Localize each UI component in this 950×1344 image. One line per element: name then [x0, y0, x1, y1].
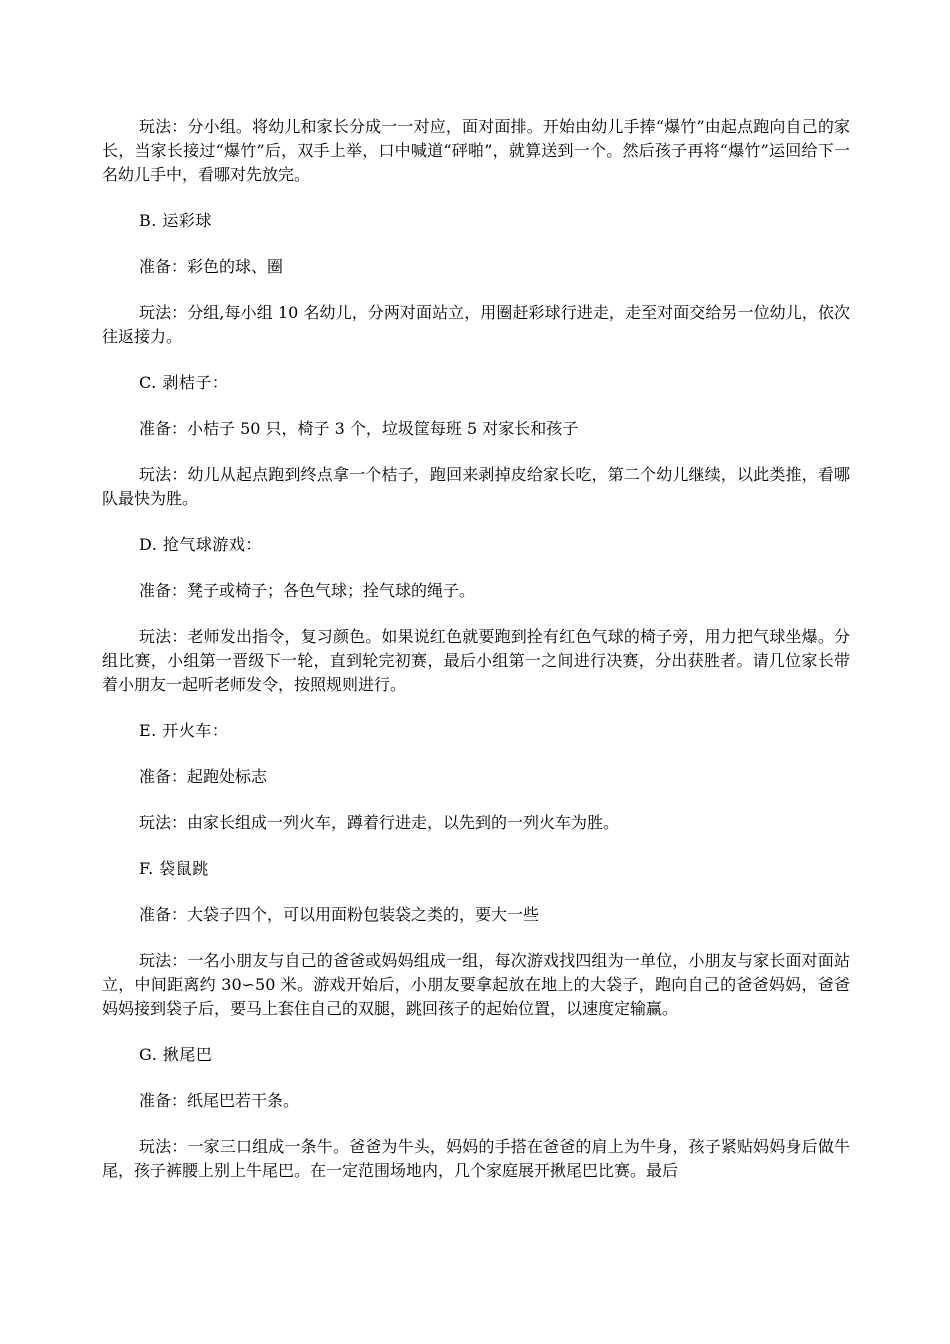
paragraph-kangaroo-jump-rules: 玩法：一名小朋友与自己的爸爸或妈妈组成一组，每次游戏找四组为一单位，小朋友与家长面对面站立，中间距离约 30∽50 米。游戏开始后，小朋友要拿起放在地上的大袋子，跑向自己的爸爸妈妈，爸爸妈妈接到袋子后，要马上套住自己的双腿，跳回孩子的起始位置，以速度定输赢。 — [102, 951, 850, 1018]
heading-tail-grab: G. 揪尾巴 — [139, 1045, 213, 1064]
paragraph-firecracker-rules: 玩法：分小组。将幼儿和家长分成一一对应，面对面排。开始由幼儿手捧“爆竹”由起点跑向自己的家长，当家长接过“爆竹”后，双手上举，口中喊道“砰啪”，就算送到一个。然后孩子再将“爆竹”运回给下一名幼儿手中，看哪对先放完。 — [102, 117, 850, 184]
paragraph-balloon-game-rules: 玩法：老师发出指令，复习颜色。如果说红色就要跑到拴有红色气球的椅子旁，用力把气球坐爆。分组比赛，小组第一晋级下一轮，直到轮完初赛，最后小组第一之间进行决赛，分出获胜者。请几位家长带着小朋友一起听老师发令，按照规则进行。 — [102, 627, 850, 694]
paragraph-balloon-game-prep: 准备：凳子或椅子；各色气球；拴气球的绳子。 — [139, 581, 476, 600]
paragraph-tail-grab-prep: 准备：纸尾巴若干条。 — [139, 1091, 300, 1110]
paragraph-peel-orange-rules: 玩法：幼儿从起点跑到终点拿一个桔子，跑回来剥掉皮给家长吃，第二个幼儿继续，以此类推，看哪队最快为胜。 — [102, 465, 850, 508]
paragraph-kangaroo-jump-prep: 准备：大袋子四个，可以用面粉包装袋之类的，要大一些 — [139, 905, 540, 924]
paragraph-ball-relay-prep: 准备：彩色的球、圈 — [139, 257, 284, 276]
heading-balloon-game: D. 抢气球游戏： — [139, 535, 262, 554]
paragraph-peel-orange-prep: 准备：小桔子 50 只，椅子 3 个，垃圾筐每班 5 对家长和孩子 — [139, 419, 579, 438]
paragraph-tail-grab-rules: 玩法：一家三口组成一条牛。爸爸为牛头，妈妈的手搭在爸爸的肩上为牛身，孩子紧贴妈妈身后做牛尾，孩子裤腰上别上牛尾巴。在一定范围场地内，几个家庭展开揪尾巴比赛。最后 — [102, 1137, 850, 1180]
heading-peel-orange: C. 剥桔子： — [139, 373, 229, 392]
heading-train: E. 开火车： — [139, 721, 229, 740]
document-body — [102, 115, 850, 1205]
paragraph-train-prep: 准备：起跑处标志 — [139, 767, 268, 786]
paragraph-train-rules: 玩法：由家长组成一列火车，蹲着行进走，以先到的一列火车为胜。 — [139, 813, 620, 832]
heading-kangaroo-jump: F. 袋鼠跳 — [139, 859, 209, 878]
heading-ball-relay: B. 运彩球 — [139, 211, 212, 230]
paragraph-ball-relay-rules: 玩法：分组,每小组 10 名幼儿，分两对面站立，用圈赶彩球行进走，走至对面交给另一位幼儿，依次往返接力。 — [102, 303, 850, 346]
